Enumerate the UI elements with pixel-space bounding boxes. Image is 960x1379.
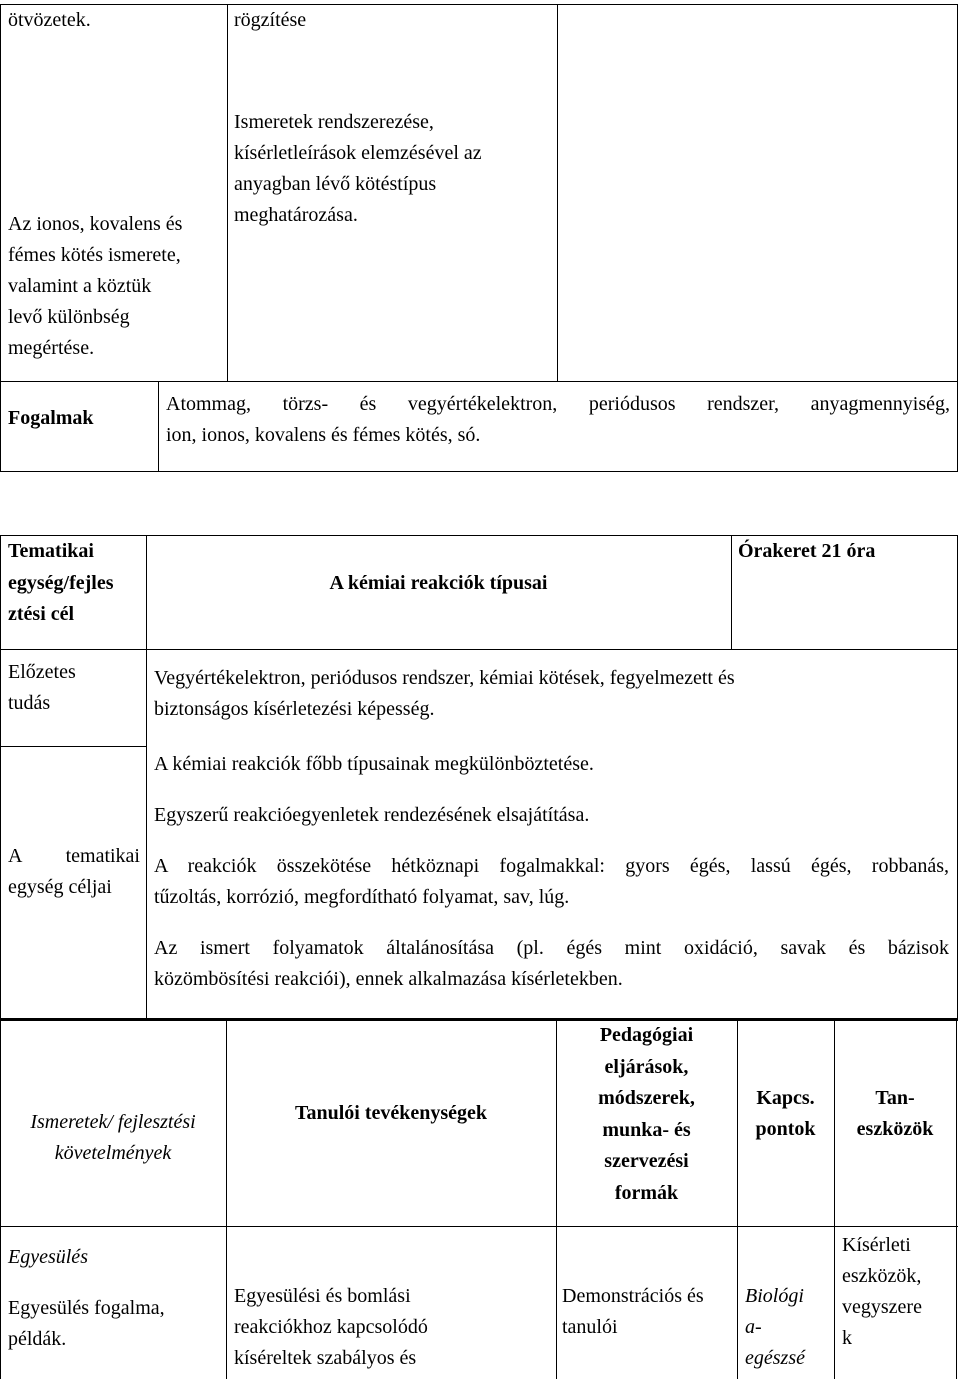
unit-goal-item: [154, 851, 949, 913]
header-tools-line: Tan-: [875, 1087, 915, 1109]
table-unit-divider: [146, 535, 147, 1019]
prev-unit-goal-line: levő különbség: [8, 306, 130, 328]
unit-goal-line: Az ismert folyamatok általánosítása (pl. égés mint oxidáció, savak és bázisok: [154, 937, 949, 959]
unit-label-line: egység/fejles: [8, 571, 114, 594]
row-activities: [234, 1281, 428, 1374]
header-requirements-line: követelmények: [54, 1142, 172, 1164]
table-prev-unit-divider: [227, 4, 228, 382]
row-links: [745, 1281, 805, 1374]
prior-knowledge-line: Vegyértékelektron, periódusos rendszer, kémiai kötések, fegyelmezett és: [154, 667, 735, 689]
table-content-divider: [0, 1226, 958, 1227]
table-content-top-border: [0, 1018, 958, 1021]
header-requirements-line: Ismeretek/ fejlesztési: [30, 1111, 196, 1133]
row-tools: [842, 1230, 922, 1354]
unit-goal-line: A reakciók összekötése hétköznapi fogalmakkal: gyors égés, lassú égés, robbanás,: [154, 855, 949, 877]
unit-goals-label-line: A tematikai: [8, 845, 140, 867]
unit-label-line: Tematikai: [8, 540, 94, 562]
header-methods-line: formák: [614, 1181, 679, 1204]
prev-unit-activity-line: kísérletleírások elemzésével az: [234, 142, 482, 164]
unit-label: [8, 536, 143, 631]
prior-knowledge-line: biztonságos kísérletezési képesség.: [154, 698, 435, 720]
unit-goal-line: közömbösítési reakciói), ennek alkalmazása kísérletekben.: [154, 968, 623, 990]
prior-knowledge-label: [8, 657, 76, 719]
header-methods-line: Pedagógiai: [599, 1024, 694, 1046]
header-tools: [834, 1083, 956, 1145]
concepts-label: Fogalmak: [8, 407, 94, 429]
table-prev-unit-divider: [158, 381, 159, 472]
header-activities: Tanulói tevékenységek: [294, 1102, 488, 1124]
row-links-line: a-: [745, 1316, 762, 1338]
row-methods-line: tanulói: [562, 1316, 618, 1338]
prior-knowledge-text: [154, 663, 944, 725]
prior-knowledge-label-line: Előzetes: [8, 661, 76, 683]
header-methods-line: eljárások,: [604, 1055, 689, 1078]
table-unit-divider: [731, 535, 732, 650]
hours-label: Órakeret 21 óra: [738, 540, 876, 562]
table-unit-divider: [0, 746, 146, 747]
row-tools-line: vegyszere: [842, 1296, 922, 1318]
header-links: [737, 1083, 834, 1145]
header-methods-line: módszerek,: [598, 1087, 695, 1110]
unit-goal-item: [154, 933, 949, 995]
unit-goals-label: [8, 841, 140, 903]
table-content-right-border: [956, 1018, 957, 1379]
concepts-text: [166, 389, 950, 451]
prior-knowledge-label-line: tudás: [8, 692, 51, 714]
row-methods: [562, 1281, 704, 1343]
prev-unit-left-text: ötvözetek.: [8, 9, 91, 31]
unit-goal-item: [154, 749, 949, 780]
header-requirements: [0, 1107, 226, 1169]
unit-goal-line: A kémiai reakciók főbb típusainak megkülönböztetése.: [154, 753, 594, 775]
table-content-divider: [834, 1018, 835, 1379]
table-content-divider: [226, 1018, 227, 1379]
prev-unit-goal-line: valamint a köztük: [8, 275, 152, 297]
unit-goal-line: tűzoltás, korrózió, megfordítható folyamat, sav, lúg.: [154, 886, 570, 908]
prev-unit-goal-line: Az ionos, kovalens és: [8, 213, 183, 235]
row-topic-detail: [8, 1293, 165, 1355]
table-prev-unit-divider: [0, 381, 958, 382]
unit-goal-line: Egyszerű reakcióegyenletek rendezésének elsajátítása.: [154, 804, 590, 826]
concepts-line: Atommag, törzs- és vegyértékelektron, periódusos rendszer, anyagmennyiség,: [166, 393, 950, 415]
row-activities-line: Egyesülési és bomlási: [234, 1285, 411, 1307]
row-tools-line: eszközök,: [842, 1265, 922, 1287]
prev-unit-activity-line: Ismeretek rendszerezése,: [234, 111, 434, 133]
prev-unit-right-text: rögzítése: [234, 9, 307, 31]
row-tools-line: Kísérleti: [842, 1234, 911, 1256]
prev-unit-activity-line: anyagban lévő kötéstípus: [234, 173, 437, 195]
header-links-line: Kapcs.: [756, 1087, 815, 1109]
unit-goals-label-line: egység céljai: [8, 876, 112, 898]
unit-label-line: ztési cél: [8, 603, 75, 625]
prev-unit-activity-line: meghatározása.: [234, 204, 358, 226]
table-prev-unit-divider: [557, 4, 558, 382]
row-activities-line: reakciókhoz kapcsolódó: [234, 1316, 428, 1338]
row-links-line: Biológi: [745, 1285, 804, 1307]
concepts-line: ion, ionos, kovalens és fémes kötés, só.: [166, 424, 481, 446]
header-links-line: pontok: [755, 1118, 816, 1140]
header-tools-line: eszközök: [856, 1118, 934, 1140]
header-methods: [556, 1020, 737, 1210]
unit-goal-item: [154, 800, 949, 831]
header-methods-line: munka- és: [602, 1118, 691, 1141]
row-topic-detail-line: Egyesülés fogalma,: [8, 1297, 165, 1319]
table-unit-divider: [0, 649, 958, 650]
row-tools-line: k: [842, 1327, 852, 1349]
row-topic: Egyesülés: [8, 1246, 88, 1268]
prev-unit-activity-cell: [234, 107, 554, 231]
header-methods-line: szervezési: [604, 1150, 689, 1173]
table-content-left-border: [0, 1018, 1, 1379]
row-links-line: egészsé: [745, 1347, 805, 1369]
row-activities-line: kíséreltek szabályos és: [234, 1347, 417, 1369]
row-topic-detail-line: példák.: [8, 1328, 67, 1350]
row-methods-line: Demonstrációs és: [562, 1285, 704, 1307]
prev-unit-goal-cell: [8, 209, 223, 364]
unit-title: A kémiai reakciók típusai: [329, 572, 548, 594]
prev-unit-goal-line: megértése.: [8, 337, 95, 359]
prev-unit-goal-line: fémes kötés ismerete,: [8, 244, 181, 266]
table-content-divider: [737, 1018, 738, 1379]
